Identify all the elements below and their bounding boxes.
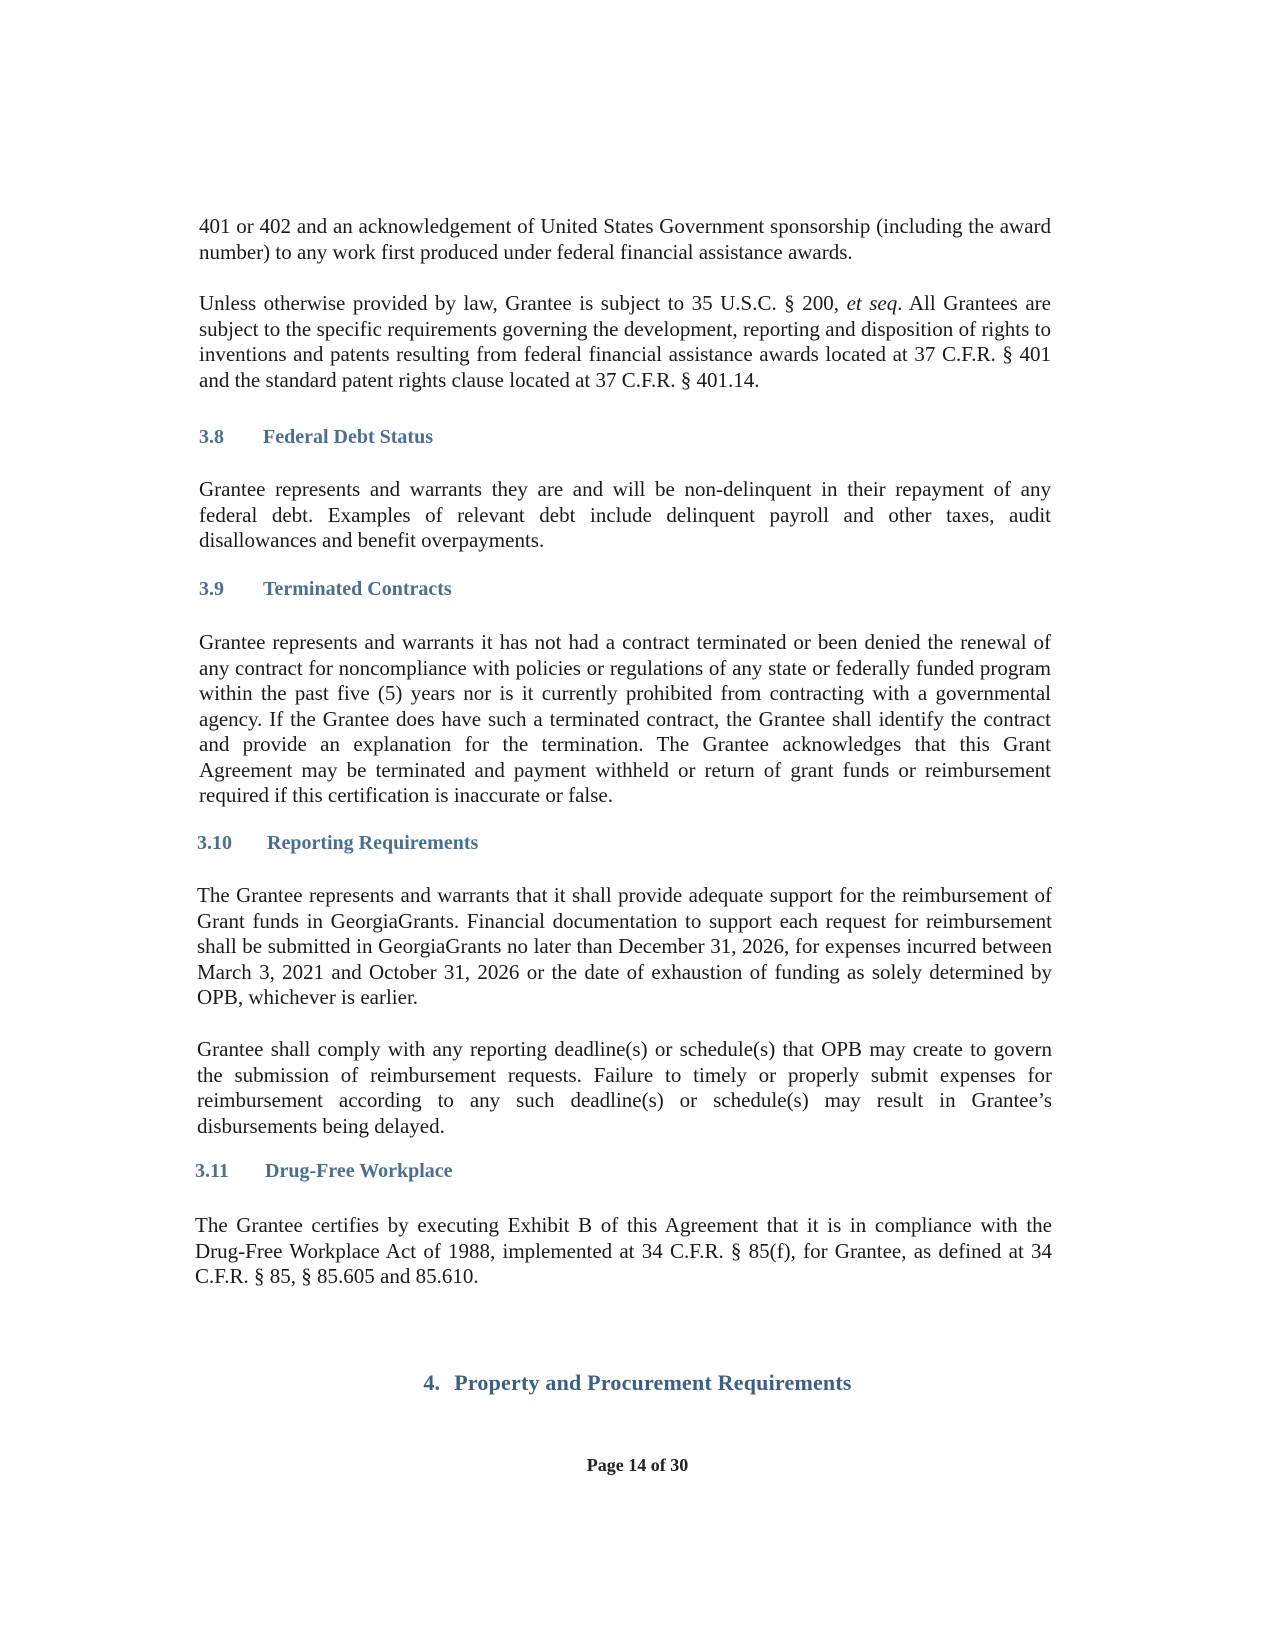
heading-3-10-title: Reporting Requirements	[267, 832, 479, 854]
patent-text-a: Unless otherwise provided by law, Grantee is subject to 35 U.S.C. § 200,	[199, 291, 847, 315]
heading-3-11-number: 3.11	[195, 1160, 229, 1182]
paragraph-reporting-1: The Grantee represents and warrants that it shall provide adequate support for the reimbursement of Grant funds in GeorgiaGrants. Financial documentation to support each request for reimbursement shall be submitted in GeorgiaGrants no later than December 31, 2026, for expenses incurred between March 3, 2021 and October 31, 2026 or the date of exhaustion of funding as solely determined by OPB, whichever is earlier.	[197, 883, 1052, 1009]
paragraph-patent-rights	[199, 291, 1051, 393]
paragraph-federal-debt: Grantee represents and warrants they are and will be non-delinquent in their repayment of any federal debt. Examples of relevant debt include delinquent payroll and other taxes, audit disallowances and benefit overpayments.	[199, 477, 1051, 552]
heading-3-8-number: 3.8	[199, 426, 224, 448]
heading-3-9-title: Terminated Contracts	[263, 578, 452, 600]
patent-text-italic: et seq	[846, 291, 898, 315]
page-number-footer: Page 14 of 30	[586, 1455, 689, 1475]
heading-3-11	[195, 1160, 453, 1183]
patent-text-b: . All Grantees are subject to the specific requirements governing the development, reporting and disposition of rights to inventions and patents resulting from federal financial assistance awards located at 37 C.F.R. § 401 and the standard patent rights clause located at 37 C.F.R. § 401.14.	[199, 291, 1051, 392]
paragraph-drug-free: The Grantee certifies by executing Exhibit B of this Agreement that it is in compliance with the Drug-Free Workplace Act of 1988, implemented at 34 C.F.R. § 85(f), for Grantee, as defined at 34 C.F.R. § 85, § 85.605 and 85.610.	[195, 1213, 1052, 1288]
heading-3-8-title: Federal Debt Status	[263, 426, 433, 448]
paragraph-terminated-contracts: Grantee represents and warrants it has not had a contract terminated or been denied the renewal of any contract for noncompliance with policies or regulations of any state or federally funded program within the past five (5) years nor is it currently prohibited from contracting with a governmental agency. If the Grantee does have such a terminated contract, the Grantee shall identify the contract and provide an explanation for the termination. The Grantee acknowledges that this Grant Agreement may be terminated and payment withheld or return of grant funds or reimbursement required if this certification is inaccurate or false.	[199, 630, 1051, 807]
section-4-label: Property and Procurement Requirements	[454, 1370, 852, 1395]
section-4-title	[0, 1370, 1275, 1396]
section-4-number: 4.	[423, 1370, 441, 1395]
heading-3-10-number: 3.10	[197, 832, 232, 854]
paragraph-reporting-2: Grantee shall comply with any reporting deadline(s) or schedule(s) that OPB may create to govern the submission of reimbursement requests. Failure to timely or properly submit expenses for reimbursement according to any such deadline(s) or schedule(s) may result in Grantee’s disbursements being delayed.	[197, 1037, 1052, 1138]
heading-3-10	[197, 832, 478, 855]
paragraph-intro: 401 or 402 and an acknowledgement of United States Government sponsorship (including the award number) to any work first produced under federal financial assistance awards.	[199, 214, 1051, 264]
heading-3-11-title: Drug-Free Workplace	[265, 1160, 453, 1182]
heading-3-9	[199, 578, 452, 601]
heading-3-8	[199, 426, 433, 449]
heading-3-9-number: 3.9	[199, 578, 224, 600]
